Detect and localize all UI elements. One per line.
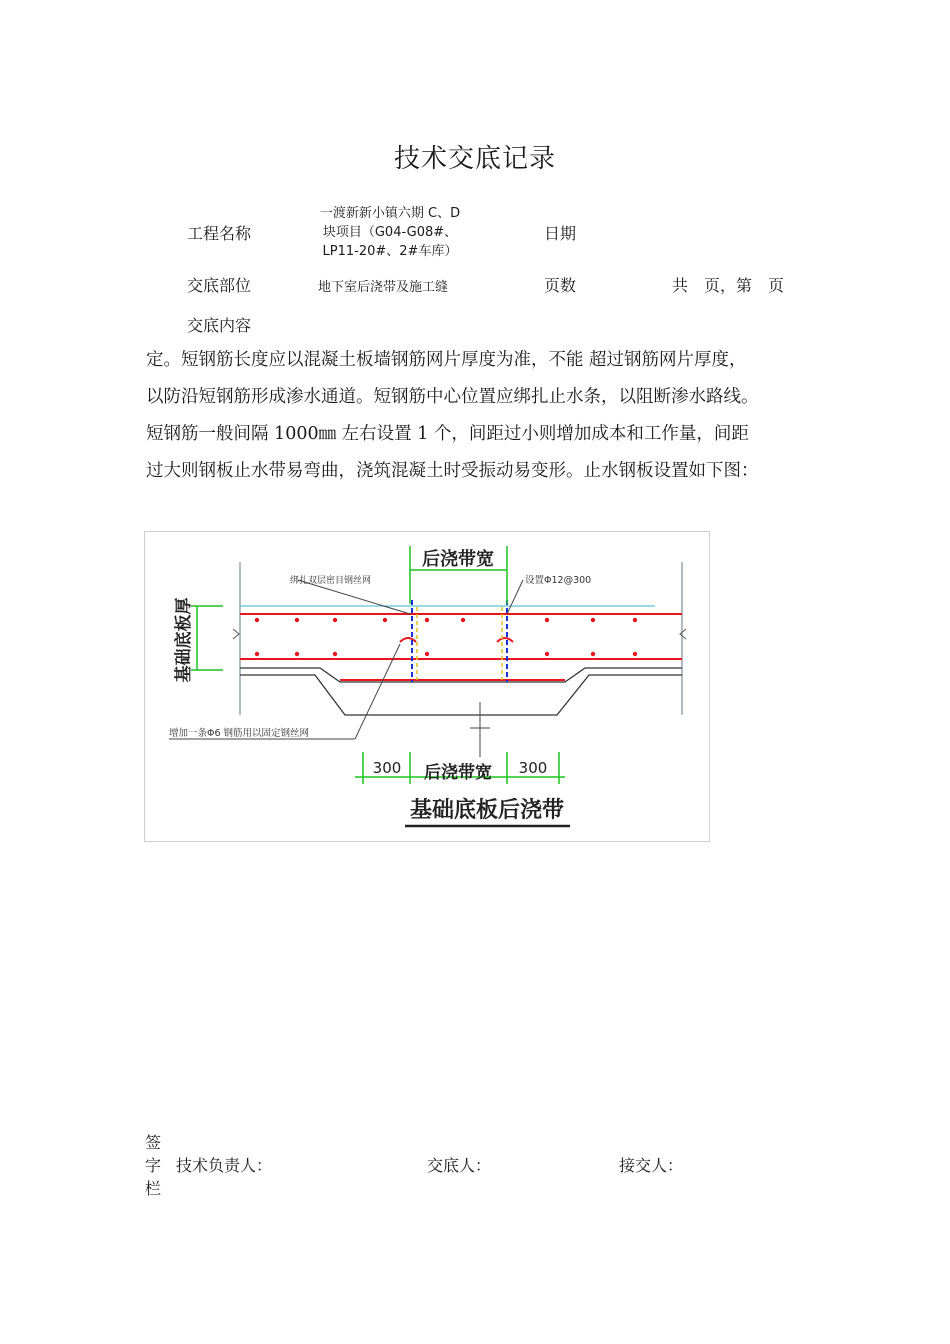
- project-name-value: [300, 204, 480, 261]
- thickness-label: 基础底板厚: [174, 597, 194, 683]
- project-name-line: LP11-20#、2#车库）: [322, 244, 458, 259]
- rebar-label: 设置Φ12@300: [525, 575, 592, 586]
- added-bar-label: 增加一条Φ6 钢筋用以固定钢丝网: [169, 728, 310, 739]
- pages-value: 共 页，第 页: [672, 276, 785, 295]
- discloser-label: 交底人：: [427, 1156, 492, 1175]
- post-pour-strip-diagram: [144, 531, 710, 842]
- body-line: 以防沿短钢筋形成渗水通道。短钢筋中心位置应绑扎止水条，以阻断渗水路线。: [146, 387, 759, 407]
- rebar-leader: [507, 580, 523, 614]
- dim-left-label: 300: [372, 759, 402, 777]
- page-title: 技术交底记录: [393, 144, 556, 174]
- project-name-line: 块项目（G04-G08#、: [322, 225, 458, 240]
- rebar-dots: [255, 618, 637, 656]
- diagram-svg: [145, 532, 709, 841]
- sign-char: 签: [145, 1133, 162, 1152]
- dim-right-label: 300: [518, 759, 548, 777]
- content-label: 交底内容: [187, 316, 252, 335]
- body-line: 过大则钢板止水带易弯曲，浇筑混凝土时受振动易变形。止水钢板设置如下图：: [146, 461, 759, 481]
- receiver-label: 接交人：: [619, 1156, 684, 1175]
- project-name-label: 工程名称: [187, 224, 252, 243]
- body-line: 定。短钢筋长度应以混凝土板墙钢筋网片厚度为准，不能 超过钢筋网片厚度，: [146, 350, 747, 370]
- sign-char: 字: [145, 1156, 162, 1175]
- date-label: 日期: [544, 224, 577, 243]
- part-value: 地下室后浇带及施工缝: [318, 280, 449, 295]
- body-line: 短钢筋一般间隔 1000㎜ 左右设置 1 个，间距过小则增加成本和工作量，间距: [146, 424, 749, 444]
- break-mark-right: [680, 629, 686, 639]
- part-label: 交底部位: [187, 276, 252, 295]
- break-mark-left: [233, 629, 239, 639]
- sign-char: 栏: [145, 1179, 162, 1198]
- tech-lead-label: 技术负责人：: [176, 1156, 273, 1175]
- bottom-width-label: 后浇带宽: [424, 763, 492, 783]
- project-name-line: 一渡新新小镇六期 C、D: [319, 206, 461, 221]
- top-width-label: 后浇带宽: [422, 549, 494, 570]
- mesh-label: 绑扎双层密目钢丝网: [290, 576, 372, 586]
- figure-caption: 基础底板后浇带: [409, 798, 565, 823]
- pages-label: 页数: [544, 276, 577, 295]
